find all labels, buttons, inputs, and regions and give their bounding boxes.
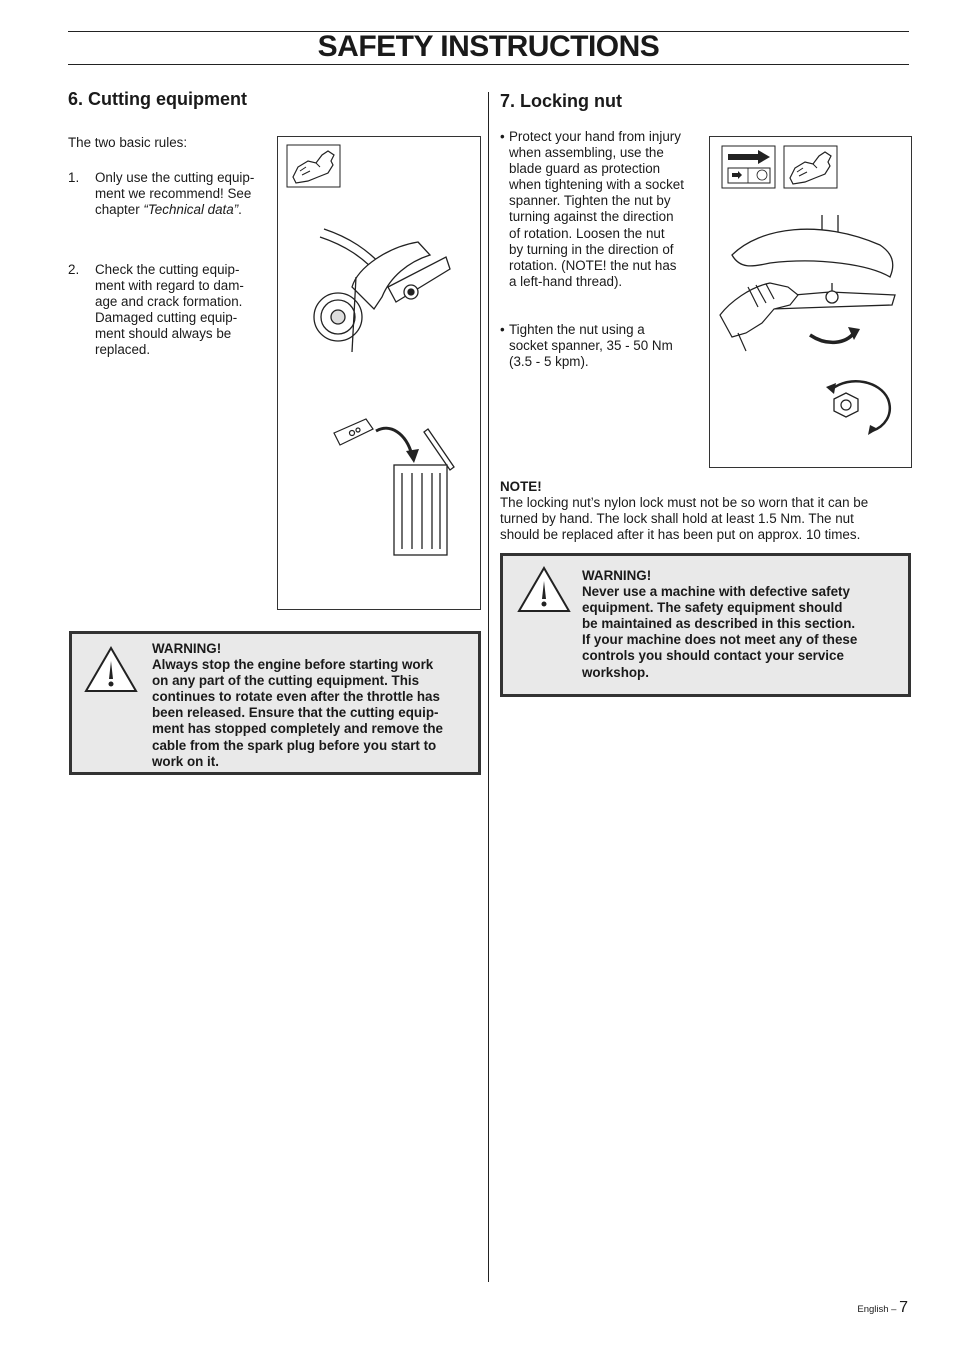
hand-illustration: [720, 283, 798, 351]
bullet-text-tighten-nut: Tighten the nut using a socket spanner, 35 - 50 Nm (3.5 - 5 kpm).: [509, 322, 673, 370]
note-label: NOTE!: [500, 479, 542, 494]
section-heading-locking-nut: 7. Locking nut: [500, 91, 623, 111]
rule-2-number: 2.: [68, 262, 80, 277]
warning-triangle-icon: [83, 645, 139, 695]
warning-text-stop-engine: WARNING! Always stop the engine before starting work on any part of the cutting equipment. This continues to rotate even after the throttle has been released. Ensure that the cutting equip- ment has stopped completely and remove the cable from the spark plug before you start to work on it.: [152, 641, 443, 769]
page-number: 7: [899, 1299, 908, 1316]
warning-text-defective-equipment: WARNING! Never use a machine with defective safety equipment. The safety equipment should be maintained as described in this section. If your machine does not meet any of these controls you should contact your service workshop.: [582, 568, 858, 680]
glove-icon: [784, 146, 837, 188]
footer-language: English –: [857, 1304, 897, 1315]
rule-1-text: Only use the cutting equip- ment we recommend! See chapter “Technical data”.: [95, 170, 255, 218]
warning-box-defective-equipment: [500, 553, 911, 697]
locking-nut-figure: [709, 136, 912, 468]
section-heading-cutting-equipment: 6. Cutting equipment: [68, 89, 247, 109]
rules-intro: The two basic rules:: [68, 135, 188, 150]
cutting-equipment-figure: [277, 136, 481, 610]
trash-bin-icon: [394, 429, 454, 555]
column-divider: [488, 92, 489, 1282]
bullet-dot-2: •: [500, 322, 505, 337]
arrow-icon: [722, 146, 775, 188]
warning-triangle-icon: [516, 565, 572, 615]
warning-box-stop-engine: [69, 631, 481, 775]
page-title: SAFETY INSTRUCTIONS: [317, 30, 660, 63]
rule-2-text: Check the cutting equip- ment with regard to dam- age and crack formation. Damaged cutting equip- ment should always be replaced.: [95, 262, 244, 358]
glove-icon: [287, 145, 340, 187]
blade-icon: [334, 419, 373, 445]
bullet-dot-1: •: [500, 129, 505, 144]
title-rule: [68, 64, 909, 65]
note-text: The locking nut’s nylon lock must not be so worn that it can be turned by hand. The lock shall hold at least 1.5 Nm. The nut should be replaced after it has been put on approx. 10 times.: [500, 495, 869, 543]
rotation-arrow: [810, 333, 854, 342]
nut-icon: [826, 381, 890, 435]
rule-1-number: 1.: [68, 170, 80, 185]
trimmer-illustration: [314, 229, 450, 352]
bullet-text-protect-hand: Protect your hand from injury when assembling, use the blade guard as protection when tightening with a socket spanner. Tighten the nut by turning against the direction of rotation. Loosen the nut by turning in the direction of rotation. (NOTE! the nut has a left-hand thread).: [509, 129, 684, 289]
page-footer: [857, 1299, 908, 1317]
